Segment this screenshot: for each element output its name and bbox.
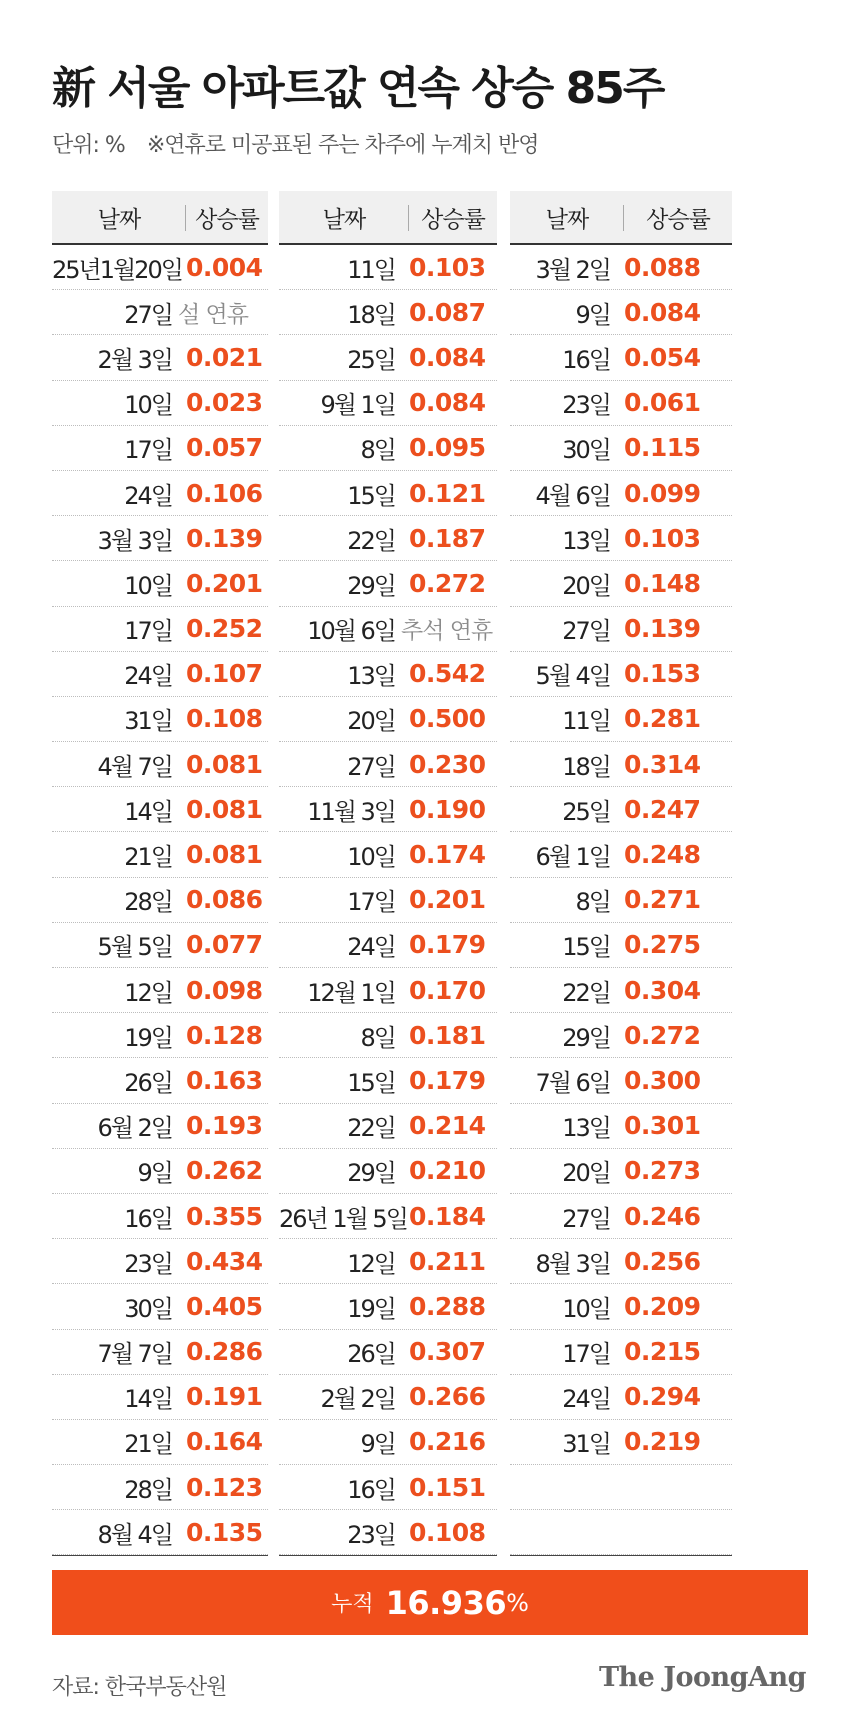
row-rate: 0.219 <box>624 1427 701 1457</box>
row-date: 28일 <box>124 1475 172 1504</box>
joongang-logo: The JoongAng <box>598 1662 806 1693</box>
row-rate: 0.201 <box>186 568 263 598</box>
table-row <box>279 1058 497 1103</box>
row-rate: 0.081 <box>186 840 263 870</box>
table-row <box>279 878 497 923</box>
row-date: 29일 <box>347 571 395 600</box>
row-date: 8일 <box>360 436 395 465</box>
row-date: 10일 <box>562 1294 610 1323</box>
row-date: 16일 <box>124 1204 172 1233</box>
page-title: 新 서울 아파트값 연속 상승 85주 <box>52 63 664 114</box>
row-rate: 0.216 <box>409 1427 486 1457</box>
table-row <box>510 1149 732 1194</box>
row-rate: 0.054 <box>624 342 701 372</box>
source-credit: 자료: 한국부동산원 <box>52 1675 227 1700</box>
row-date: 17일 <box>562 1340 610 1369</box>
table-row <box>52 471 268 516</box>
table-row <box>52 1284 268 1329</box>
row-date: 24일 <box>124 481 172 510</box>
row-date: 9일 <box>575 300 610 329</box>
row-date: 21일 <box>124 1430 172 1459</box>
table-bottom-rule <box>52 1555 268 1556</box>
row-rate: 0.247 <box>624 794 701 824</box>
row-date: 15일 <box>347 481 395 510</box>
header-date: 날짜 <box>510 191 624 243</box>
table-row <box>279 516 497 561</box>
table-row <box>279 1330 497 1375</box>
row-rate: 0.139 <box>186 523 263 553</box>
row-rate: 0.214 <box>409 1111 486 1141</box>
row-date: 20일 <box>562 1159 610 1188</box>
row-rate: 0.139 <box>624 614 701 644</box>
row-rate: 0.153 <box>624 659 701 689</box>
table-row <box>279 245 497 290</box>
row-rate: 0.021 <box>186 342 263 372</box>
table-row <box>279 1375 497 1420</box>
row-date: 15일 <box>347 1068 395 1097</box>
row-date: 10일 <box>124 571 172 600</box>
table-header <box>52 191 268 245</box>
table-row <box>279 1194 497 1239</box>
row-rate: 0.304 <box>624 975 701 1005</box>
table-row <box>52 1330 268 1375</box>
row-date: 9월 1일 <box>320 391 395 420</box>
table-row <box>279 426 497 471</box>
table-row <box>510 290 732 335</box>
table-bottom-rule <box>279 1555 497 1556</box>
row-rate: 0.179 <box>409 930 486 960</box>
row-rate: 0.281 <box>624 704 701 734</box>
row-rate: 0.148 <box>624 568 701 598</box>
table-row <box>510 245 732 290</box>
row-rate: 0.174 <box>409 840 486 870</box>
row-date: 10일 <box>124 391 172 420</box>
row-rate: 0.103 <box>409 252 486 282</box>
row-date: 27일 <box>562 1204 610 1233</box>
row-date: 25일 <box>347 345 395 374</box>
row-date: 9일 <box>360 1430 395 1459</box>
row-date: 6월 1일 <box>535 843 610 872</box>
row-date: 10일 <box>347 843 395 872</box>
table-row <box>52 381 268 426</box>
table-row <box>510 878 732 923</box>
table-row <box>510 1284 732 1329</box>
row-rate: 0.151 <box>409 1472 486 1502</box>
row-date: 24일 <box>562 1385 610 1414</box>
row-rate: 0.084 <box>409 388 486 418</box>
table-row <box>510 923 732 968</box>
table-row <box>279 832 497 877</box>
row-date: 8일 <box>360 1023 395 1052</box>
row-rate: 0.405 <box>186 1291 263 1321</box>
row-date: 17일 <box>124 436 172 465</box>
table-row <box>510 1239 732 1284</box>
table-row <box>52 832 268 877</box>
row-rate: 0.023 <box>186 388 263 418</box>
table-row <box>279 787 497 832</box>
row-rate: 0.128 <box>186 1020 263 1050</box>
table-row <box>52 561 268 606</box>
table-row <box>510 1510 732 1555</box>
row-date: 27일 <box>347 752 395 781</box>
row-date: 3월 3일 <box>97 526 172 555</box>
table-row <box>279 923 497 968</box>
table-row <box>510 787 732 832</box>
row-date: 27일 <box>562 617 610 646</box>
row-rate: 0.061 <box>624 388 701 418</box>
row-rate: 0.095 <box>409 433 486 463</box>
table-row <box>52 1194 268 1239</box>
row-rate: 0.314 <box>624 749 701 779</box>
row-rate: 0.098 <box>186 975 263 1005</box>
table-row <box>279 1149 497 1194</box>
table-row <box>510 516 732 561</box>
table-row <box>52 1420 268 1465</box>
table-row <box>279 1239 497 1284</box>
row-date: 23일 <box>347 1520 395 1549</box>
row-date: 3월 2일 <box>535 255 610 284</box>
row-date: 25일 <box>562 797 610 826</box>
header-rate: 상승률 <box>195 206 259 233</box>
table-row <box>510 1375 732 1420</box>
row-date: 24일 <box>124 662 172 691</box>
table-row <box>510 652 732 697</box>
row-date: 31일 <box>124 707 172 736</box>
row-date: 12일 <box>347 1249 395 1278</box>
row-date: 16일 <box>562 345 610 374</box>
table-header <box>510 191 732 245</box>
total-unit: % <box>506 1588 529 1617</box>
table-row <box>510 742 732 787</box>
row-rate: 0.294 <box>624 1382 701 1412</box>
table-row <box>510 607 732 652</box>
row-date: 20일 <box>562 571 610 600</box>
table-bottom-rule <box>510 1555 732 1556</box>
row-date: 8월 3일 <box>535 1249 610 1278</box>
table-row <box>510 426 732 471</box>
table-row <box>279 1510 497 1555</box>
row-date: 30일 <box>124 1294 172 1323</box>
weekly-rate-table-2 <box>279 191 497 1556</box>
row-date: 24일 <box>347 933 395 962</box>
table-row <box>279 471 497 516</box>
header-date: 날짜 <box>52 191 186 243</box>
table-row <box>510 335 732 380</box>
row-rate: 0.209 <box>624 1291 701 1321</box>
table-row <box>52 335 268 380</box>
table-row <box>52 1058 268 1103</box>
row-date: 4월 6일 <box>535 481 610 510</box>
table-row <box>52 426 268 471</box>
row-date: 31일 <box>562 1430 610 1459</box>
row-rate: 0.179 <box>409 1065 486 1095</box>
table-row <box>52 787 268 832</box>
row-date: 13일 <box>562 526 610 555</box>
row-rate: 0.193 <box>186 1111 263 1141</box>
row-rate: 0.286 <box>186 1337 263 1367</box>
row-rate: 0.004 <box>186 252 263 282</box>
row-date: 25년1월20일 <box>52 255 182 284</box>
row-rate: 0.123 <box>186 1472 263 1502</box>
header-date: 날짜 <box>279 191 409 243</box>
table-row <box>510 1058 732 1103</box>
row-date: 7월 7일 <box>97 1340 172 1369</box>
row-rate: 0.355 <box>186 1201 263 1231</box>
row-date: 11일 <box>562 707 610 736</box>
row-date: 17일 <box>124 617 172 646</box>
row-date: 22일 <box>347 526 395 555</box>
row-rate: 0.081 <box>186 749 263 779</box>
table-row <box>279 1465 497 1510</box>
table-row <box>52 245 268 290</box>
table-row <box>279 1013 497 1058</box>
weekly-rate-table-1 <box>52 191 268 1556</box>
row-rate: 0.170 <box>409 975 486 1005</box>
table-row <box>279 290 497 335</box>
row-rate: 0.434 <box>186 1246 263 1276</box>
row-date: 29일 <box>562 1023 610 1052</box>
table-row <box>279 697 497 742</box>
table-row <box>510 968 732 1013</box>
row-date: 18일 <box>562 752 610 781</box>
row-rate: 0.271 <box>624 885 701 915</box>
table-row <box>52 1375 268 1420</box>
weekly-rate-table-3 <box>510 191 732 1556</box>
row-rate: 0.057 <box>186 433 263 463</box>
row-rate: 0.135 <box>186 1517 263 1547</box>
row-rate: 0.262 <box>186 1156 263 1186</box>
table-row <box>510 1330 732 1375</box>
row-rate: 0.272 <box>409 568 486 598</box>
row-rate: 0.103 <box>624 523 701 553</box>
table-row <box>510 832 732 877</box>
row-rate: 0.084 <box>409 342 486 372</box>
row-date: 22일 <box>347 1114 395 1143</box>
row-rate: 0.301 <box>624 1111 701 1141</box>
table-row <box>279 561 497 606</box>
row-rate: 0.215 <box>624 1337 701 1367</box>
table-header <box>279 191 497 245</box>
row-date: 14일 <box>124 1385 172 1414</box>
row-date: 8일 <box>575 888 610 917</box>
row-rate: 0.099 <box>624 478 701 508</box>
table-row <box>279 652 497 697</box>
row-date: 16일 <box>347 1475 395 1504</box>
row-rate: 0.288 <box>409 1291 486 1321</box>
total-value: 16.936 <box>385 1583 507 1622</box>
row-date: 12일 <box>124 978 172 1007</box>
row-date: 10월 6일 <box>307 617 395 646</box>
row-rate: 0.272 <box>624 1020 701 1050</box>
row-rate: 0.184 <box>409 1201 486 1231</box>
subtitle <box>52 128 539 159</box>
row-rate: 0.088 <box>624 252 701 282</box>
row-date: 13일 <box>562 1114 610 1143</box>
row-rate: 0.121 <box>409 478 486 508</box>
row-rate: 0.275 <box>624 930 701 960</box>
row-date: 21일 <box>124 843 172 872</box>
table-row <box>52 1149 268 1194</box>
row-rate: 0.191 <box>186 1382 263 1412</box>
table-row <box>52 290 268 335</box>
table-row <box>52 923 268 968</box>
row-rate: 0.542 <box>409 659 486 689</box>
table-row <box>510 697 732 742</box>
cumulative-total-banner <box>52 1570 808 1635</box>
row-rate: 0.187 <box>409 523 486 553</box>
row-holiday-note: 추석 연휴 <box>401 618 493 645</box>
row-rate: 0.077 <box>186 930 263 960</box>
row-rate: 0.084 <box>624 297 701 327</box>
row-rate: 0.273 <box>624 1156 701 1186</box>
row-rate: 0.081 <box>186 794 263 824</box>
row-date: 12월 1일 <box>307 978 395 1007</box>
table-row <box>52 1104 268 1149</box>
row-holiday-note: 설 연휴 <box>178 301 248 328</box>
table-row <box>52 1013 268 1058</box>
row-date: 7월 6일 <box>535 1068 610 1097</box>
row-date: 8월 4일 <box>97 1520 172 1549</box>
row-rate: 0.300 <box>624 1065 701 1095</box>
table-row <box>510 1420 732 1465</box>
row-rate: 0.087 <box>409 297 486 327</box>
row-date: 2월 3일 <box>97 345 172 374</box>
row-date: 26일 <box>347 1340 395 1369</box>
table-row <box>279 1420 497 1465</box>
row-date: 20일 <box>347 707 395 736</box>
table-row <box>52 652 268 697</box>
row-rate: 0.107 <box>186 659 263 689</box>
table-row <box>510 1194 732 1239</box>
row-rate: 0.164 <box>186 1427 263 1457</box>
row-date: 5월 5일 <box>97 933 172 962</box>
row-rate: 0.256 <box>624 1246 701 1276</box>
row-date: 6월 2일 <box>97 1114 172 1143</box>
row-date: 11일 <box>347 255 395 284</box>
row-date: 4월 7일 <box>97 752 172 781</box>
table-row <box>52 878 268 923</box>
row-date: 19일 <box>124 1023 172 1052</box>
table-row <box>52 742 268 787</box>
row-rate: 0.266 <box>409 1382 486 1412</box>
row-date: 11월 3일 <box>307 797 395 826</box>
row-rate: 0.108 <box>186 704 263 734</box>
row-date: 5월 4일 <box>535 662 610 691</box>
total-label: 누적 <box>331 1592 374 1617</box>
table-row <box>279 742 497 787</box>
row-date: 26년 1월 5일 <box>279 1204 407 1233</box>
table-row <box>510 1465 732 1510</box>
row-rate: 0.108 <box>409 1517 486 1547</box>
row-rate: 0.252 <box>186 614 263 644</box>
row-date: 27일 <box>124 300 172 329</box>
table-row <box>279 968 497 1013</box>
row-rate: 0.115 <box>624 433 701 463</box>
row-date: 22일 <box>562 978 610 1007</box>
table-row <box>279 1284 497 1329</box>
table-row <box>52 607 268 652</box>
row-rate: 0.500 <box>409 704 486 734</box>
row-rate: 0.248 <box>624 840 701 870</box>
table-row <box>510 1013 732 1058</box>
row-date: 30일 <box>562 436 610 465</box>
row-date: 13일 <box>347 662 395 691</box>
row-rate: 0.230 <box>409 749 486 779</box>
row-rate: 0.086 <box>186 885 263 915</box>
row-rate: 0.163 <box>186 1065 263 1095</box>
row-date: 17일 <box>347 888 395 917</box>
row-date: 18일 <box>347 300 395 329</box>
holiday-note: ※연휴로 미공표된 주는 차주에 누계치 반영 <box>146 133 539 158</box>
table-row <box>279 1104 497 1149</box>
table-row <box>279 607 497 652</box>
row-date: 2월 2일 <box>320 1385 395 1414</box>
header-rate: 상승률 <box>646 206 710 233</box>
unit-note: 단위: % <box>52 133 125 158</box>
row-date: 14일 <box>124 797 172 826</box>
row-date: 23일 <box>124 1249 172 1278</box>
row-date: 9일 <box>137 1159 172 1188</box>
row-rate: 0.210 <box>409 1156 486 1186</box>
table-row <box>510 381 732 426</box>
row-date: 29일 <box>347 1159 395 1188</box>
row-date: 26일 <box>124 1068 172 1097</box>
table-row <box>510 561 732 606</box>
row-date: 23일 <box>562 391 610 420</box>
table-row <box>52 1465 268 1510</box>
table-row <box>52 1510 268 1555</box>
table-row <box>279 335 497 380</box>
row-rate: 0.201 <box>409 885 486 915</box>
table-row <box>510 471 732 516</box>
header-rate: 상승률 <box>421 206 485 233</box>
row-rate: 0.190 <box>409 794 486 824</box>
table-row <box>510 1104 732 1149</box>
row-date: 28일 <box>124 888 172 917</box>
row-date: 19일 <box>347 1294 395 1323</box>
table-row <box>279 381 497 426</box>
table-row <box>52 516 268 561</box>
row-rate: 0.106 <box>186 478 263 508</box>
row-date: 15일 <box>562 933 610 962</box>
row-rate: 0.246 <box>624 1201 701 1231</box>
table-row <box>52 1239 268 1284</box>
table-row <box>52 697 268 742</box>
row-rate: 0.307 <box>409 1337 486 1367</box>
row-rate: 0.211 <box>409 1246 486 1276</box>
row-rate: 0.181 <box>409 1020 486 1050</box>
table-row <box>52 968 268 1013</box>
